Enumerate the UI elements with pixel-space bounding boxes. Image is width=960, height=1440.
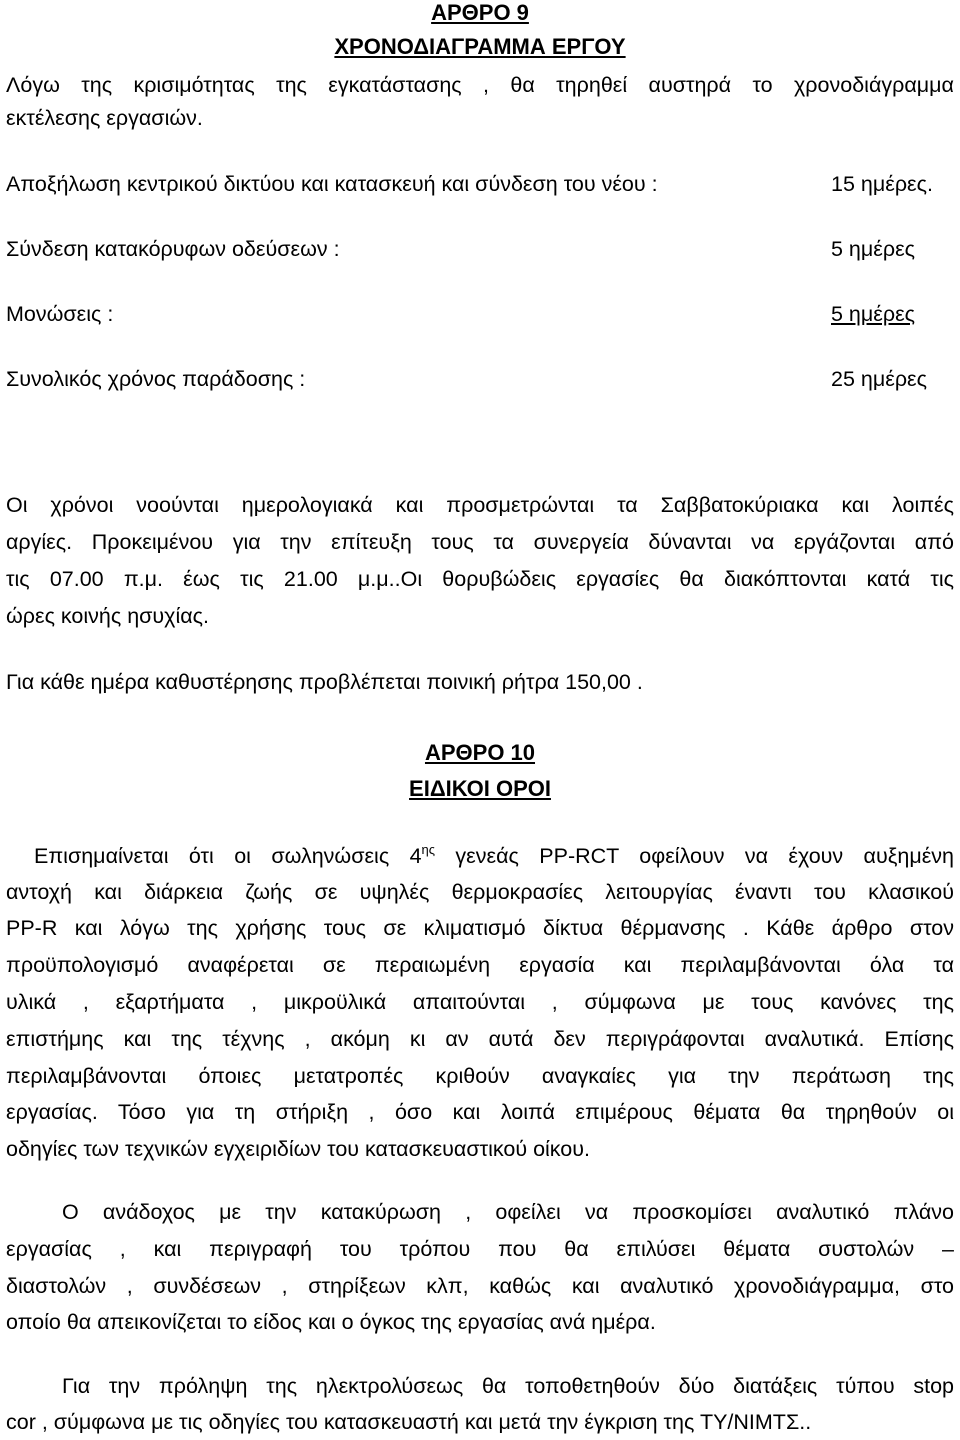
paragraph-2-line: διαστολών , συνδέσεων , στηρίξεων κλπ, καθώς και αναλυτικό χρονοδιάγραμμα, στο bbox=[6, 1274, 954, 1298]
paragraph-1-line: προϋπολογισμό αναφέρεται σε περαιωμένη εργασία και περιλαμβάνονται όλα τα bbox=[6, 953, 954, 977]
paragraph-2-last-line: οποίο θα απεικονίζεται το είδος και ο όγκος της εργασίας ανά ημέρα. bbox=[6, 1310, 656, 1334]
article-10-heading: ΑΡΘΡΟ 10 bbox=[424, 740, 536, 765]
paragraph-3-line-1: Για την πρόληψη της ηλεκτρολύσεως θα τοποθετηθούν δύο διατάξεις τύπου stop bbox=[62, 1374, 954, 1398]
schedule-value: 5 ημέρες bbox=[831, 302, 916, 326]
schedule-label: Αποξήλωση κεντρικού δικτύου και κατασκευή και σύνδεση του νέου : bbox=[6, 172, 658, 196]
paragraph-1-line: επιστήμης και της τέχνης , ακόμη κι αν αυτά δεν περιγράφονται αναλυτικά. Επίσης bbox=[6, 1027, 954, 1051]
ordinal-suffix: ης bbox=[421, 842, 436, 857]
notes-line: Οι χρόνοι νοούνται ημερολογιακά και προσμετρώνται τα Σαββατοκύριακα και λοιπές bbox=[6, 493, 954, 517]
paragraph-1-line: υλικά , εξαρτήματα , μικροϋλικά απαιτούνται , σύμφωνα με τους κανόνες της bbox=[6, 990, 954, 1014]
paragraph-1-last-line: οδηγίες των τεχνικών εγχειριδίων του κατασκευαστικού οίκου. bbox=[6, 1137, 590, 1161]
schedule-value: 15 ημέρες. bbox=[831, 172, 933, 196]
schedule-value: 5 ημέρες bbox=[831, 237, 916, 261]
article-10-title: ΕΙΔΙΚΟΙ ΟΡΟΙ bbox=[409, 776, 551, 801]
paragraph-2-line-1: Ο ανάδοχος με την κατακύρωση , οφείλει να προσκομίσει αναλυτικό πλάνο bbox=[62, 1200, 954, 1224]
article-9-heading: ΑΡΘΡΟ 9 bbox=[431, 0, 529, 25]
paragraph-1-text: Επισημαίνεται ότι οι σωληνώσεις 4 bbox=[34, 844, 422, 868]
paragraph-1-line: εργασίας. Τόσο για τη στήριξη , όσο και λοιπά επιμέρους θέματα θα τηρηθούν οι bbox=[6, 1100, 954, 1124]
schedule-value: 25 ημέρες bbox=[831, 367, 927, 391]
notes-line: αργίες. Προκειμένου για την επίτευξη τους τα συνεργεία δύνανται να εργάζονται από bbox=[6, 530, 954, 554]
article-9-intro-line-1: Λόγω της κρισιμότητας της εγκατάστασης , θα τηρηθεί αυστηρά το χρονοδιάγραμμα bbox=[6, 73, 954, 97]
paragraph-1-line: περιλαμβάνονται όποιες μετατροπές κριθούν αναγκαίες για την περάτωση της bbox=[6, 1064, 954, 1088]
notes-line: τις 07.00 π.μ. έως τις 21.00 μ.μ..Οι θορυβώδεις εργασίες θα διακόπτονται κατά τις bbox=[6, 567, 954, 591]
paragraph-1-line: αντοχή και διάρκεια ζωής σε υψηλές θερμοκρασίες λειτουργίας έναντι του κλασικού bbox=[6, 880, 954, 904]
schedule-label: Μονώσεις : bbox=[6, 302, 114, 326]
paragraph-1-line-1 bbox=[34, 844, 954, 870]
paragraph-2-line: εργασίας , και περιγραφή του τρόπου που θα επιλύσει θέματα συστολών – bbox=[6, 1237, 954, 1261]
schedule-label: Συνολικός χρόνος παράδοσης : bbox=[6, 367, 306, 391]
paragraph-1-line: PP-R και λόγω της χρήσης τους σε κλιματισμό δίκτυα θέρμανσης . Κάθε άρθρο στον bbox=[6, 916, 954, 940]
penalty-clause: Για κάθε ημέρα καθυστέρησης προβλέπεται ποινική ρήτρα 150,00 . bbox=[6, 670, 643, 694]
article-9-title: ΧΡΟΝΟΔΙΑΓΡΑΜΜΑ ΕΡΓΟΥ bbox=[334, 34, 626, 59]
article-9-intro-line-2: εκτέλεσης εργασιών. bbox=[6, 106, 203, 130]
schedule-label: Σύνδεση κατακόρυφων οδεύσεων : bbox=[6, 237, 340, 261]
notes-line: ώρες κοινής ησυχίας. bbox=[6, 604, 210, 628]
paragraph-3-last-line: cor , σύμφωνα με τις οδηγίες του κατασκευαστή και μετά την έγκριση της ΤΥ/ΝΙΜΤΣ.. bbox=[6, 1410, 812, 1434]
paragraph-1-text: γενεάς PP-RCT οφείλουν να έχουν αυξημένη bbox=[435, 844, 954, 868]
